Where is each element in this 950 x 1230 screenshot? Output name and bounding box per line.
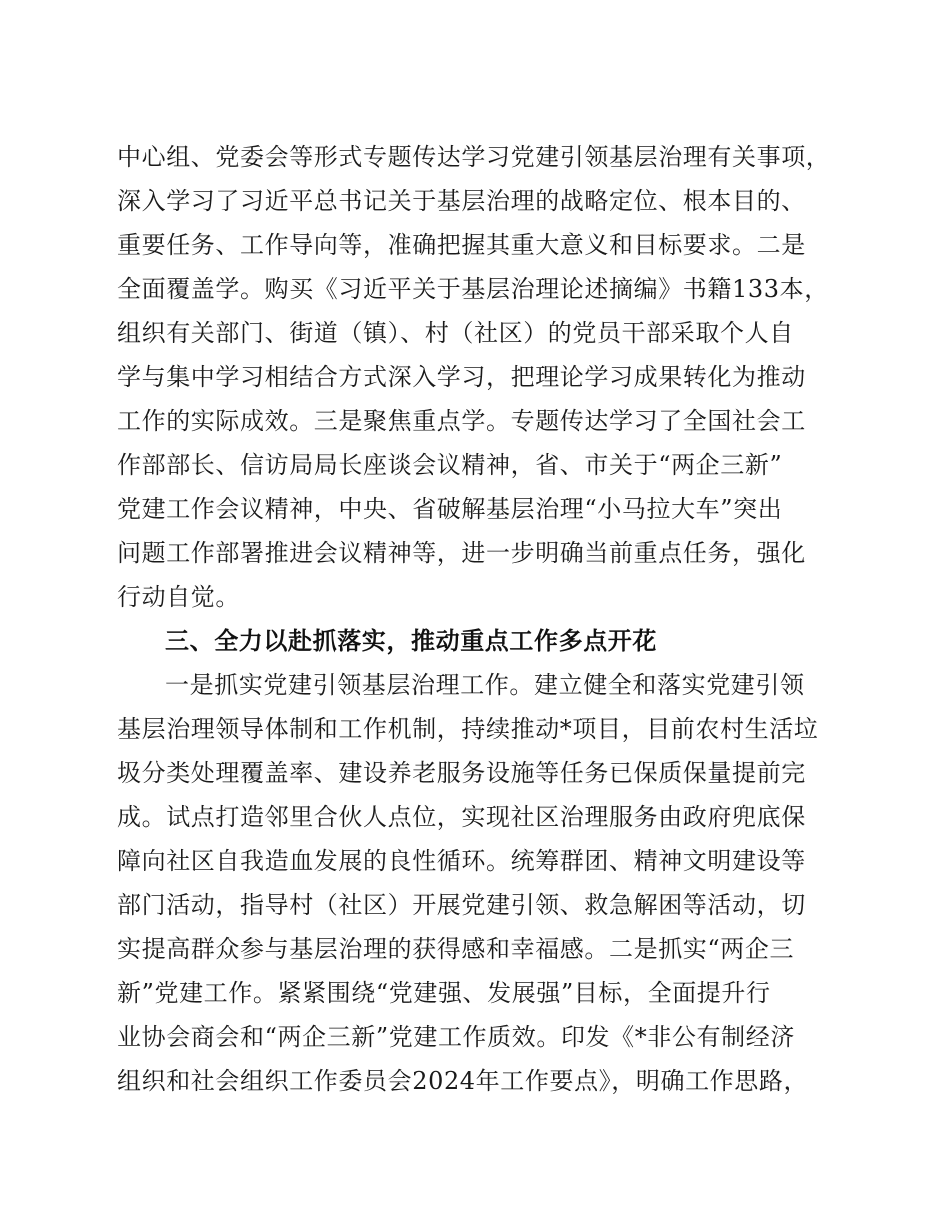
paragraph-line: 组织和社会组织工作委员会2024年工作要点》，明确工作思路，	[117, 1067, 809, 1095]
paragraph-line: 新”党建工作。紧紧围绕“党建强、发展强”目标，全面提升行	[117, 979, 771, 1007]
paragraph-line: 基层治理领导体制和工作机制，持续推动*项目，目前农村生活垃	[117, 715, 819, 743]
paragraph-line: 一是抓实党建引领基层治理工作。建立健全和落实党建引领	[165, 671, 805, 699]
paragraph-line: 深入学习了习近平总书记关于基层治理的战略定位、根本目的、	[117, 187, 806, 215]
paragraph-line: 作部部长、信访局局长座谈会议精神，省、市关于“两企三新”	[117, 451, 783, 479]
paragraph-line: 组织有关部门、街道（镇）、村（社区）的党员干部采取个人自	[117, 319, 794, 347]
paragraph-line: 实提高群众参与基层治理的获得感和幸福感。二是抓实“两企三	[117, 935, 795, 963]
paragraph-line: 问题工作部署推进会议精神等，进一步明确当前重点任务，强化	[117, 539, 806, 567]
paragraph-line: 业协会商会和“两企三新”党建工作质效。印发《*非公有制经济	[117, 1023, 795, 1051]
paragraph-line: 党建工作会议精神，中央、省破解基层治理“小马拉大车”突出	[117, 495, 783, 523]
paragraph-line: 成。试点打造邻里合伙人点位，实现社区治理服务由政府兜底保	[117, 803, 806, 831]
paragraph-line: 部门活动，指导村（社区）开展党建引领、救急解困等活动，切	[117, 891, 806, 919]
paragraph-line: 重要任务、工作导向等，准确把握其重大意义和目标要求。二是	[117, 231, 806, 259]
paragraph-line: 中心组、党委会等形式专题传达学习党建引领基层治理有关事项，	[117, 143, 831, 171]
section-heading: 三、全力以赴抓落实，推动重点工作多点开花	[165, 627, 657, 655]
paragraph-line: 学与集中学习相结合方式深入学习，把理论学习成果转化为推动	[117, 363, 806, 391]
paragraph-line: 圾分类处理覆盖率、建设养老服务设施等任务已保质保量提前完	[117, 759, 806, 787]
paragraph-line: 工作的实际成效。三是聚焦重点学。专题传达学习了全国社会工	[117, 407, 806, 435]
paragraph-line: 全面覆盖学。购买《习近平关于基层治理论述摘编》书籍133本，	[117, 275, 829, 303]
paragraph-line: 行动自觉。	[117, 583, 240, 611]
paragraph-line: 障向社区自我造血发展的良性循环。统筹群团、精神文明建设等	[117, 847, 806, 875]
